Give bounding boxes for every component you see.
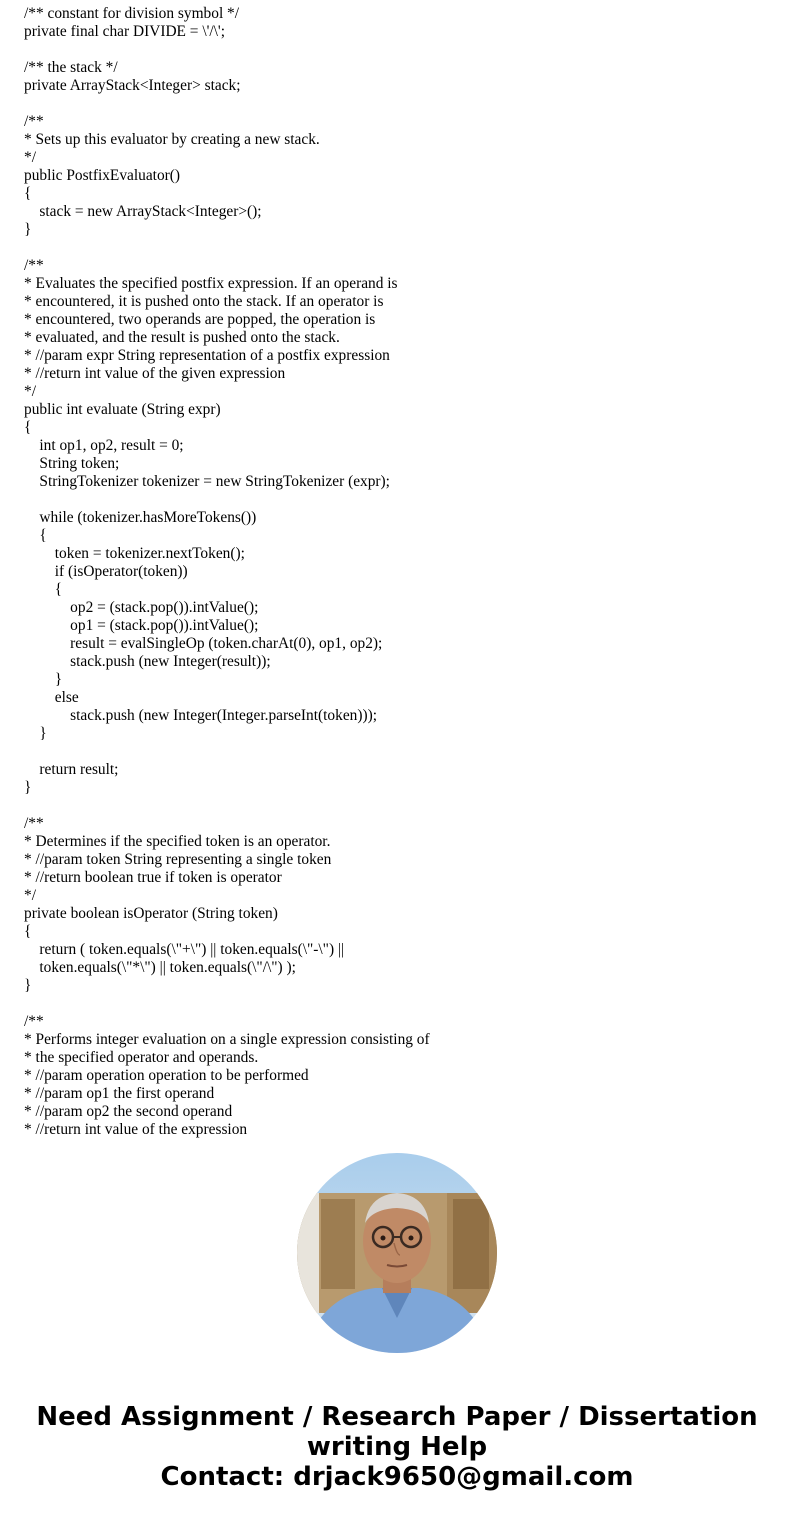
code-line: private boolean isOperator (String token): [24, 905, 278, 922]
code-line: */: [24, 383, 36, 400]
code-line: * //param op2 the second operand: [24, 1103, 233, 1120]
code-line: }: [24, 779, 32, 796]
code-line: }: [24, 221, 32, 238]
code-line: stack = new ArrayStack<Integer>();: [24, 203, 262, 220]
code-line: * the specified operator and operands.: [24, 1049, 259, 1066]
code-line: [24, 797, 784, 815]
code-line: else: [24, 689, 79, 706]
banner-line-3: Contact: drjack9650@gmail.com: [160, 1462, 634, 1492]
code-line: * //return boolean true if token is operator: [24, 869, 282, 886]
code-line: while (tokenizer.hasMoreTokens()): [24, 509, 257, 526]
code-line: * encountered, two operands are popped, the operation is: [24, 311, 376, 328]
code-line: {: [24, 527, 47, 544]
code-line: }: [24, 725, 47, 742]
code-line: * //return int value of the given expression: [24, 365, 286, 382]
contact-banner: [0, 1402, 794, 1492]
code-line: int op1, op2, result = 0;: [24, 437, 184, 454]
banner-line-1: Need Assignment / Research Paper / Dissertation: [36, 1402, 758, 1432]
code-line: /**: [24, 815, 44, 832]
code-line: /**: [24, 1013, 44, 1030]
code-line: stack.push (new Integer(result));: [24, 653, 271, 670]
code-line: [24, 239, 784, 257]
code-line: [24, 41, 784, 59]
code-line: stack.push (new Integer(Integer.parseInt(token)));: [24, 707, 377, 724]
code-line: public int evaluate (String expr): [24, 401, 221, 418]
code-line: }: [24, 977, 32, 994]
code-line: * //param token String representing a single token: [24, 851, 332, 868]
code-line: * Evaluates the specified postfix expression. If an operand is: [24, 275, 398, 292]
code-line: if (isOperator(token)): [24, 563, 188, 580]
code-line: {: [24, 923, 32, 940]
code-line: return result;: [24, 761, 119, 778]
code-line: /** constant for division symbol */: [24, 5, 240, 22]
author-portrait: [297, 1153, 497, 1353]
code-line: token = tokenizer.nextToken();: [24, 545, 245, 562]
code-line: {: [24, 581, 63, 598]
code-line: [24, 95, 784, 113]
code-line: * Sets up this evaluator by creating a new stack.: [24, 131, 320, 148]
code-line: /**: [24, 113, 44, 130]
code-line: * //return int value of the expression: [24, 1121, 248, 1138]
code-line: result = evalSingleOp (token.charAt(0), op1, op2);: [24, 635, 383, 652]
code-line: String token;: [24, 455, 120, 472]
code-line: /**: [24, 257, 44, 274]
code-line: {: [24, 419, 32, 436]
code-line: private final char DIVIDE = \'/\';: [24, 23, 225, 40]
code-listing: [24, 5, 784, 1138]
code-line: */: [24, 149, 36, 166]
code-line: * //param op1 the first operand: [24, 1085, 215, 1102]
code-line: * //param expr String representation of a postfix expression: [24, 347, 390, 364]
code-line: private ArrayStack<Integer> stack;: [24, 77, 241, 94]
code-line: [24, 743, 784, 761]
code-line: public PostfixEvaluator(): [24, 167, 181, 184]
code-line: op1 = (stack.pop()).intValue();: [24, 617, 259, 634]
code-line: * Performs integer evaluation on a single expression consisting of: [24, 1031, 430, 1048]
code-line: {: [24, 185, 32, 202]
code-line: * //param operation operation to be performed: [24, 1067, 309, 1084]
code-line: op2 = (stack.pop()).intValue();: [24, 599, 259, 616]
code-line: token.equals(\"*\") || token.equals(\"/\") );: [24, 959, 296, 976]
code-line: * evaluated, and the result is pushed onto the stack.: [24, 329, 340, 346]
code-line: * Determines if the specified token is an operator.: [24, 833, 331, 850]
code-line: [24, 491, 784, 509]
code-line: */: [24, 887, 36, 904]
banner-line-2: writing Help: [306, 1432, 488, 1462]
code-line: /** the stack */: [24, 59, 118, 76]
code-line: * encountered, it is pushed onto the stack. If an operator is: [24, 293, 384, 310]
code-line: return ( token.equals(\"+\") || token.equals(\"-\") ||: [24, 941, 345, 958]
code-line: [24, 995, 784, 1013]
code-line: StringTokenizer tokenizer = new StringTokenizer (expr);: [24, 473, 390, 490]
code-line: }: [24, 671, 63, 688]
